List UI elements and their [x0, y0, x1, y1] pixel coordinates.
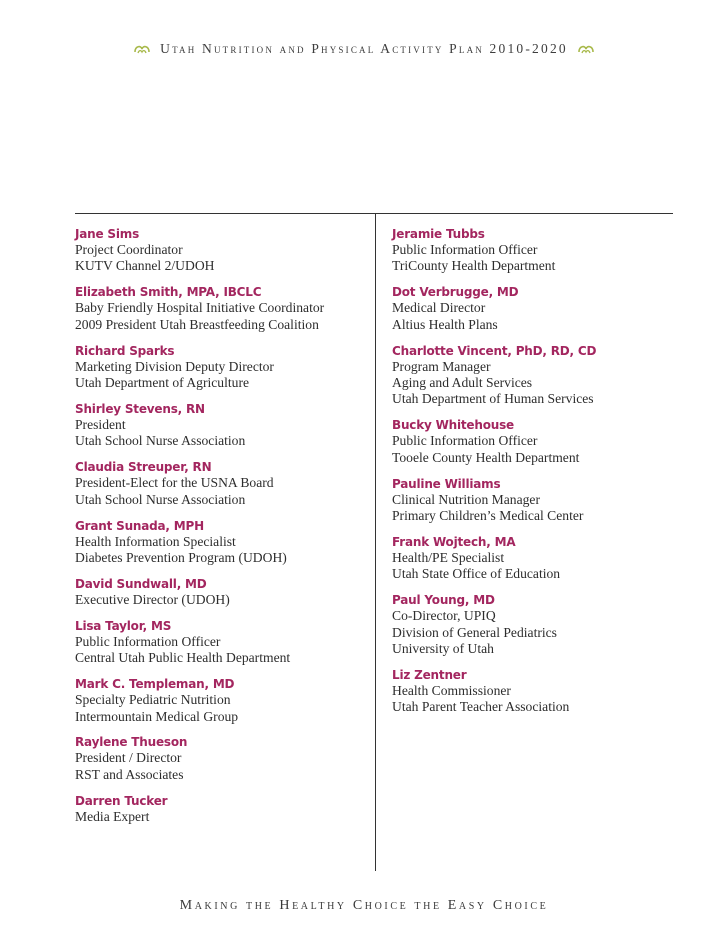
member-title: President-Elect for the USNA Board [75, 475, 274, 491]
column-divider [375, 213, 376, 871]
member-title: Health Commissioner [392, 683, 511, 698]
member-entry [75, 793, 365, 825]
member-title: Media Expert [75, 808, 150, 824]
member-entry [75, 401, 365, 450]
member-organization: KUTV Channel 2/UDOH [75, 258, 215, 274]
member-name: David Sundwall, MD [75, 576, 207, 591]
member-entry [392, 476, 682, 525]
member-name: Richard Sparks [75, 343, 175, 358]
member-entry [392, 284, 682, 333]
member-name: Jane Sims [75, 227, 140, 241]
member-entry [75, 459, 365, 508]
member-entry [75, 343, 365, 392]
member-name: Dot Verbrugge, MD [392, 285, 519, 300]
member-organization: Intermountain Medical Group [75, 708, 239, 724]
member-title: Medical Director [392, 300, 486, 316]
member-name: Darren Tucker [75, 793, 168, 808]
member-name: Liz Zentner [392, 668, 467, 682]
member-organization: RST and Associates [75, 766, 184, 782]
member-title: Executive Director (UDOH) [75, 591, 230, 607]
member-name: Raylene Thueson [75, 735, 188, 750]
member-organization: Utah Department of Human Services [392, 391, 594, 407]
member-name: Bucky Whitehouse [392, 418, 514, 433]
member-organization: University of Utah [392, 641, 494, 657]
ornament-right-icon [577, 43, 595, 55]
member-entry [392, 592, 682, 657]
page-header [0, 40, 728, 57]
member-name: Claudia Streuper, RN [75, 460, 212, 475]
member-title: President [75, 416, 126, 432]
member-organization: 2009 President Utah Breastfeeding Coalition [75, 316, 319, 332]
member-entry [392, 226, 682, 275]
member-organization: Division of General Pediatrics [392, 624, 557, 640]
member-title: Project Coordinator [75, 242, 183, 257]
member-organization: TriCounty Health Department [392, 258, 556, 274]
right-member-column [392, 226, 682, 725]
member-entry [392, 534, 682, 583]
member-name: Grant Sunada, MPH [75, 518, 204, 533]
member-entry [75, 284, 365, 333]
member-title: Marketing Division Deputy Director [75, 358, 274, 374]
member-entry [392, 417, 682, 466]
member-name: Mark C. Templeman, MD [75, 677, 235, 692]
member-entry [392, 667, 682, 716]
member-title: Public Information Officer [392, 433, 538, 449]
member-title: Baby Friendly Hospital Initiative Coordinator [75, 300, 325, 316]
member-title: Health Information Specialist [75, 533, 236, 549]
member-organization: Tooele County Health Department [392, 449, 580, 465]
member-entry [75, 734, 365, 783]
member-name: Paul Young, MD [392, 593, 495, 608]
member-entry [75, 576, 365, 608]
member-title: Specialty Pediatric Nutrition [75, 692, 231, 708]
member-organization: Primary Children’s Medical Center [392, 508, 584, 524]
member-name: Charlotte Vincent, PhD, RD, CD [392, 343, 597, 358]
member-title: Public Information Officer [75, 633, 221, 649]
ornament-left-icon [133, 43, 151, 55]
member-organization: Utah Parent Teacher Association [392, 699, 570, 715]
member-title: President / Director [75, 750, 182, 766]
left-member-column [75, 226, 365, 835]
member-organization: Utah State Office of Education [392, 566, 561, 582]
member-organization: Altius Health Plans [392, 316, 498, 332]
member-organization: Utah School Nurse Association [75, 433, 246, 449]
member-name: Shirley Stevens, RN [75, 401, 205, 416]
member-organization: Central Utah Public Health Department [75, 650, 291, 666]
member-title: Health/PE Specialist [392, 549, 505, 565]
member-name: Pauline Williams [392, 476, 501, 491]
member-entry [75, 618, 365, 667]
member-organization: Utah Department of Agriculture [75, 375, 250, 391]
member-name: Lisa Taylor, MS [75, 618, 172, 633]
member-name: Elizabeth Smith, MPA, IBCLC [75, 285, 262, 300]
horizontal-divider [75, 213, 673, 214]
member-entry [75, 676, 365, 725]
member-title: Co-Director, UPIQ [392, 608, 496, 624]
member-entry [75, 518, 365, 567]
page-footer: Making the Healthy Choice the Easy Choice [179, 898, 549, 913]
member-name: Jeramie Tubbs [392, 227, 485, 241]
member-title: Public Information Officer [392, 242, 538, 257]
member-title: Program Manager [392, 358, 491, 374]
member-organization: Aging and Adult Services [392, 375, 533, 391]
member-title: Clinical Nutrition Manager [392, 491, 540, 507]
member-organization: Diabetes Prevention Program (UDOH) [75, 549, 287, 565]
member-name: Frank Wojtech, MA [392, 534, 516, 549]
member-entry [75, 226, 365, 275]
member-entry [392, 343, 682, 408]
page-header-title: Utah Nutrition and Physical Activity Plan 2010-2020 [160, 40, 568, 56]
member-organization: Utah School Nurse Association [75, 491, 246, 507]
